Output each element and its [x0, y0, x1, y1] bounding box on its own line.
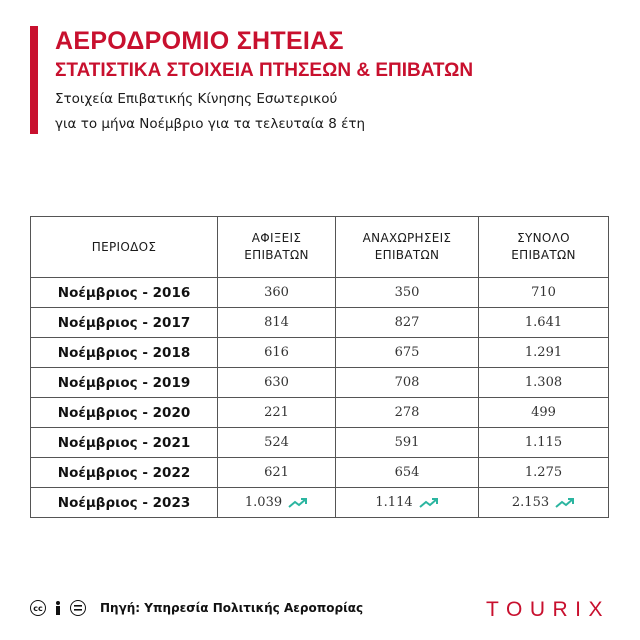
table-row [31, 338, 609, 368]
column-header-total: ΣΥΝΟΛΟ ΕΠΙΒΑΤΩΝ [479, 217, 609, 278]
cc-icon: cc [30, 600, 46, 616]
trending-up-icon [288, 497, 308, 509]
passenger-stats-table [30, 216, 609, 518]
cell-total: 499 [479, 398, 609, 428]
cell-arrivals: 524 [218, 428, 336, 458]
cell-period: Νοέμβριος - 2022 [31, 458, 218, 488]
table-row [31, 458, 609, 488]
title-block [55, 26, 610, 137]
cell-departures [336, 488, 479, 518]
table-row [31, 488, 609, 518]
table-row [31, 398, 609, 428]
description-line-2: για το μήνα Νοέμβριο για τα τελευταία 8 έτη [55, 116, 366, 132]
cell-arrivals [218, 488, 336, 518]
source-credit: Πηγή: Υπηρεσία Πολιτικής Αεροπορίας [100, 601, 364, 615]
cell-arrivals-value: 1.039 [244, 495, 283, 510]
cell-period: Νοέμβριος - 2023 [31, 488, 218, 518]
cell-period: Νοέμβριος - 2020 [31, 398, 218, 428]
table-row [31, 428, 609, 458]
column-header-arrivals: ΑΦΙΞΕΙΣ ΕΠΙΒΑΤΩΝ [218, 217, 336, 278]
cell-arrivals: 616 [218, 338, 336, 368]
cell-departures: 708 [336, 368, 479, 398]
cell-total: 1.275 [479, 458, 609, 488]
footer [30, 598, 610, 620]
license-icons [30, 600, 86, 616]
cell-departures: 350 [336, 278, 479, 308]
cell-total [479, 488, 609, 518]
cell-total: 1.115 [479, 428, 609, 458]
cell-period: Νοέμβριος - 2018 [31, 338, 218, 368]
cell-total: 1.308 [479, 368, 609, 398]
trending-up-icon [555, 497, 575, 509]
description-line-1: Στοιχεία Επιβατικής Κίνησης Εσωτερικού [55, 91, 338, 107]
page-subtitle: ΣΤΑΤΙΣΤΙΚΑ ΣΤΟΙΧΕΙΑ ΠΤΗΣΕΩΝ & ΕΠΙΒΑΤΩΝ [55, 60, 474, 81]
cell-arrivals: 221 [218, 398, 336, 428]
cell-arrivals: 630 [218, 368, 336, 398]
cell-period: Νοέμβριος - 2021 [31, 428, 218, 458]
page-title: ΑΕΡΟΔΡΟΜΙΟ ΣΗΤΕΙΑΣ [55, 27, 344, 55]
cell-total: 1.291 [479, 338, 609, 368]
cell-arrivals: 814 [218, 308, 336, 338]
header [30, 26, 610, 134]
trending-up-icon [419, 497, 439, 509]
table-row [31, 368, 609, 398]
cell-departures: 654 [336, 458, 479, 488]
cell-departures: 827 [336, 308, 479, 338]
accent-bar [30, 26, 38, 134]
brand-logo: TOURIX [486, 598, 610, 621]
table-row [31, 308, 609, 338]
cell-arrivals: 360 [218, 278, 336, 308]
cell-departures: 591 [336, 428, 479, 458]
table-row [31, 278, 609, 308]
nd-icon [70, 600, 86, 616]
cell-period: Νοέμβριος - 2017 [31, 308, 218, 338]
cell-arrivals: 621 [218, 458, 336, 488]
column-header-departures: ΑΝΑΧΩΡΗΣΕΙΣ ΕΠΙΒΑΤΩΝ [336, 217, 479, 278]
table-header-row [31, 217, 609, 278]
cell-departures: 278 [336, 398, 479, 428]
cell-departures-value: 1.114 [375, 495, 413, 510]
cell-departures: 675 [336, 338, 479, 368]
cell-total: 710 [479, 278, 609, 308]
cell-period: Νοέμβριος - 2016 [31, 278, 218, 308]
by-icon [50, 600, 66, 616]
column-header-period: ΠΕΡΙΟΔΟΣ [31, 217, 218, 278]
cell-total-value: 2.153 [511, 495, 550, 510]
cell-total: 1.641 [479, 308, 609, 338]
cell-period: Νοέμβριος - 2019 [31, 368, 218, 398]
